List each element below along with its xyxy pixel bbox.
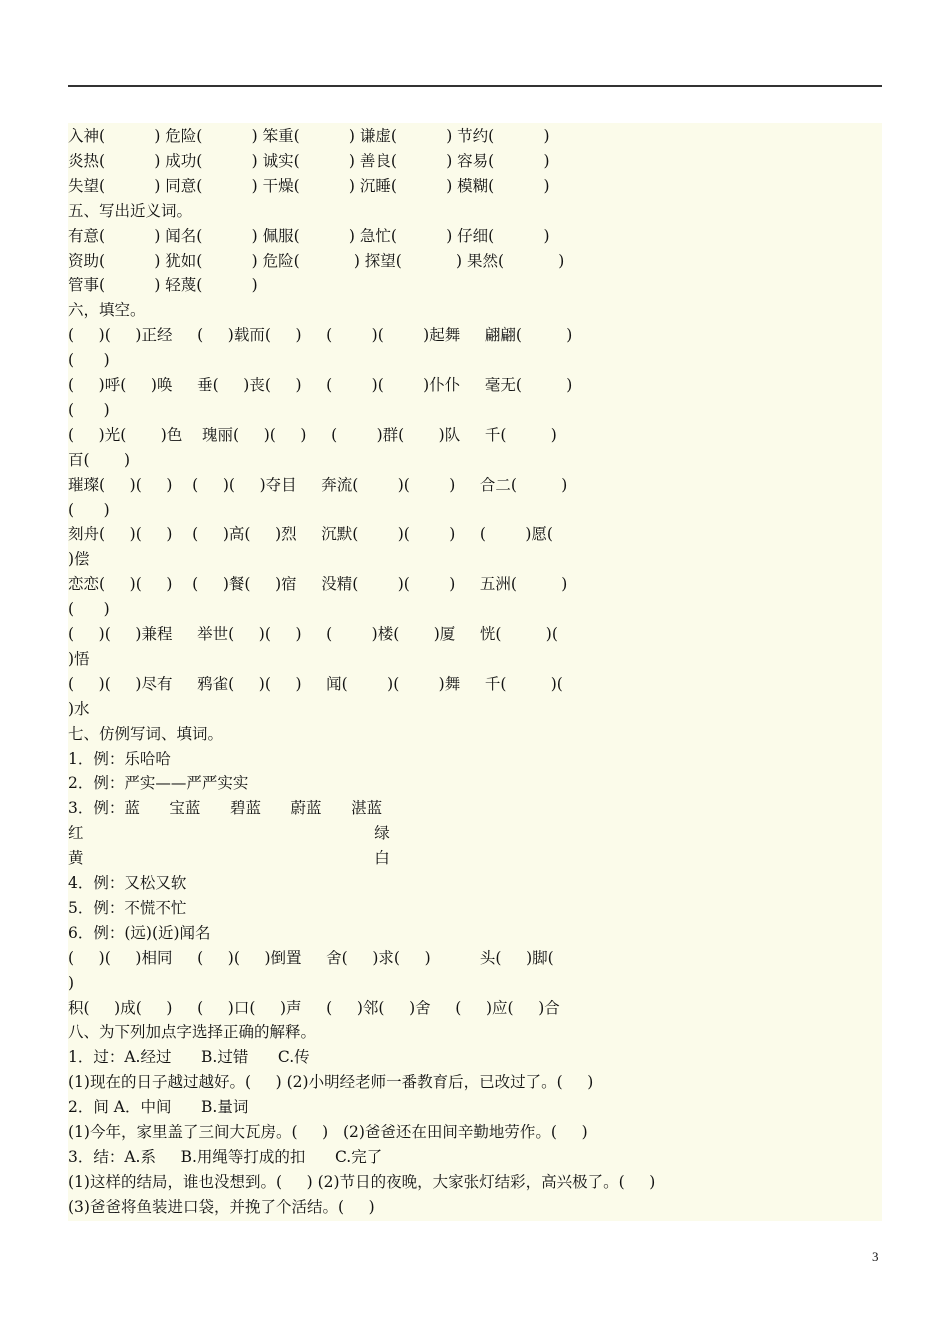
worksheet-line: ) xyxy=(68,973,75,992)
worksheet-line: 八、为下列加点字选择正确的解释。 xyxy=(68,1023,317,1042)
worksheet-line: (1)这样的结局，谁也没想到。( ) (2)节日的夜晚，大家张灯结彩，高兴极了。( ) xyxy=(68,1172,656,1191)
worksheet-line: 3．结：A.系 B.用绳等打成的扣 C.完了 xyxy=(68,1147,383,1166)
worksheet-line: 资助( ) 犹如( ) 危险( ) 探望( ) 果然( ) xyxy=(68,251,565,270)
worksheet-line: 4．例：又松又软 xyxy=(68,874,187,892)
worksheet-line: (1)今年，家里盖了三间大瓦房。( ) (2)爸爸还在田间辛勤地劳作。( ) xyxy=(68,1123,588,1141)
worksheet-line: )水 xyxy=(68,699,90,718)
worksheet-line: 管事( ) 轻蔑( ) xyxy=(68,276,258,295)
worksheet-line: 恋恋( )( ) ( )餐( )宿 没精( )( ) 五洲( ) xyxy=(68,575,568,594)
worksheet-line: 2．例：严实——严严实实 xyxy=(68,774,249,793)
worksheet-content xyxy=(68,123,882,1221)
page-number: 3 xyxy=(872,1249,879,1264)
worksheet-line: 红 绿 xyxy=(68,824,390,843)
worksheet-line: ( )呼( )唤 垂( )丧( ) ( )( )仆仆 毫无( ) xyxy=(68,376,573,394)
worksheet-line: (1)现在的日子越过越好。( ) (2)小明经老师一番教育后，已改过了。( ) xyxy=(68,1073,594,1092)
worksheet-line: ( )( )兼程 举世( )( ) ( )楼( )厦 恍( )( xyxy=(68,625,558,643)
worksheet-line: ( ) xyxy=(68,500,110,519)
worksheet-line: (3)爸爸将鱼装进口袋，并挽了个活结。( ) xyxy=(68,1197,375,1216)
worksheet-line: 七、仿例写词、填词。 xyxy=(68,724,224,743)
worksheet-line: )偿 xyxy=(68,550,90,569)
worksheet-line: 3．例：蓝 宝蓝 碧蓝 蔚蓝 湛蓝 xyxy=(68,799,383,818)
worksheet-line: 百( ) xyxy=(68,450,131,469)
worksheet-line: 6．例：(远)(近)闻名 xyxy=(68,923,211,942)
worksheet-line: 璀璨( )( ) ( )( )夺目 奔流( )( ) 合二( ) xyxy=(68,475,568,494)
worksheet-line: 刻舟( )( ) ( )高( )烈 沉默( )( ) ( )愿( xyxy=(68,525,553,544)
worksheet-line: )悟 xyxy=(68,649,90,668)
worksheet-line: 六，填空。 xyxy=(68,301,146,320)
header-rule xyxy=(68,85,882,87)
worksheet-line: 炎热( ) 成功( ) 诚实( ) 善良( ) 容易( ) xyxy=(68,151,550,170)
worksheet-line: 积( )成( ) ( )口( )声 ( )邻( )舍 ( )应( )合 xyxy=(68,998,560,1017)
worksheet-line: ( )光( )色 瑰丽( )( ) ( )群( )队 千( ) xyxy=(68,425,557,444)
worksheet-line: 五、写出近义词。 xyxy=(68,201,193,220)
worksheet-line: 1．例：乐哈哈 xyxy=(68,749,171,768)
worksheet-line: 2．间 A．中间 B.量词 xyxy=(68,1098,249,1117)
worksheet-line: 黄 白 xyxy=(68,849,390,868)
worksheet-line: 失望( ) 同意( ) 干燥( ) 沉睡( ) 模糊( ) xyxy=(68,176,550,195)
worksheet-line: ( )( )相同 ( )( )倒置 舍( )求( ) 头( )脚( xyxy=(68,948,554,967)
worksheet-line: ( )( )正经 ( )载而( ) ( )( )起舞 翩翩( ) xyxy=(68,326,573,345)
worksheet-line: 5．例：不慌不忙 xyxy=(68,898,187,917)
worksheet-line: ( )( )尽有 鸦雀( )( ) 闻( )( )舞 千( )( xyxy=(68,674,563,693)
worksheet-line: ( ) xyxy=(68,600,110,619)
worksheet-line: 有意( ) 闻名( ) 佩服( ) 急忙( ) 仔细( ) xyxy=(68,226,550,245)
worksheet-line: ( ) xyxy=(68,351,110,370)
worksheet-line: 入神( ) 危险( ) 笨重( ) 谦虚( ) 节约( ) xyxy=(68,127,550,145)
worksheet-line: ( ) xyxy=(68,400,110,419)
worksheet-line: 1．过：A.经过 B.过错 C.传 xyxy=(68,1048,310,1067)
